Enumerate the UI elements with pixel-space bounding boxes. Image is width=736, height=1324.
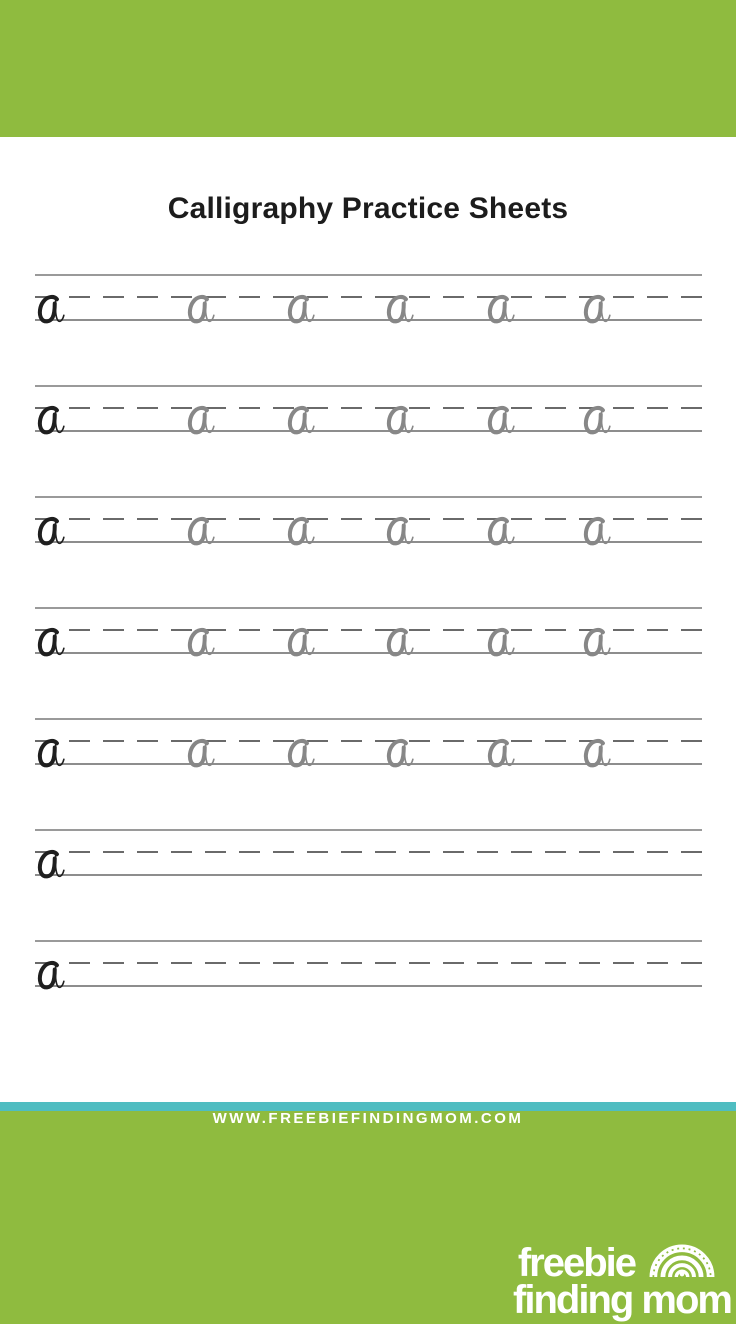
letter-a-glyph-gray — [186, 405, 216, 439]
letter-a-glyph-gray — [186, 627, 216, 661]
letter-a-glyph-gray — [385, 627, 415, 661]
letter-a-glyph-gray — [582, 627, 612, 661]
website-url-text: WWW.FREEBIEFINDINGMOM.COM — [212, 1110, 524, 1127]
letter-a-glyph-gray — [385, 294, 415, 328]
practice-row — [35, 718, 702, 765]
letter-a-glyph-gray — [286, 294, 316, 328]
letter-a-glyph-black — [36, 294, 66, 328]
row-dashed-midline — [35, 962, 702, 964]
row-top-line — [35, 607, 702, 609]
row-top-line — [35, 718, 702, 720]
freebie-finding-mom-logo — [513, 1235, 731, 1320]
letter-a-glyph-gray — [582, 738, 612, 772]
letter-a-glyph-gray — [486, 294, 516, 328]
logo-word-freebie: freebie — [517, 1241, 635, 1285]
rainbow-icon — [647, 1235, 717, 1277]
letter-a-glyph-gray — [486, 738, 516, 772]
letter-a-glyph-black — [36, 627, 66, 661]
practice-row — [35, 829, 702, 876]
letter-a-glyph-gray — [385, 405, 415, 439]
row-top-line — [35, 829, 702, 831]
letter-a-glyph-black — [36, 738, 66, 772]
row-top-line — [35, 385, 702, 387]
letter-a-glyph-gray — [486, 627, 516, 661]
practice-row — [35, 607, 702, 654]
letter-a-glyph-gray — [486, 405, 516, 439]
letter-a-glyph-gray — [186, 516, 216, 550]
letter-a-glyph-gray — [385, 516, 415, 550]
row-baseline — [35, 985, 702, 987]
website-url-clipped — [0, 1110, 736, 1127]
letter-a-glyph-gray — [582, 405, 612, 439]
letter-a-glyph-black — [36, 960, 66, 994]
letter-a-glyph-gray — [582, 516, 612, 550]
letter-a-glyph-gray — [186, 294, 216, 328]
letter-a-glyph-black — [36, 405, 66, 439]
practice-row — [35, 385, 702, 432]
letter-a-glyph-gray — [286, 405, 316, 439]
practice-row — [35, 274, 702, 321]
letter-a-glyph-gray — [286, 627, 316, 661]
letter-a-glyph-gray — [186, 738, 216, 772]
row-dashed-midline — [35, 851, 702, 853]
letter-a-glyph-black — [36, 849, 66, 883]
letter-a-glyph-gray — [486, 516, 516, 550]
row-top-line — [35, 274, 702, 276]
practice-rows — [35, 274, 702, 1051]
letter-a-glyph-black — [36, 516, 66, 550]
letter-a-glyph-gray — [286, 738, 316, 772]
letter-a-glyph-gray — [385, 738, 415, 772]
practice-row — [35, 496, 702, 543]
row-baseline — [35, 874, 702, 876]
practice-row — [35, 940, 702, 987]
row-top-line — [35, 940, 702, 942]
row-top-line — [35, 496, 702, 498]
header-band — [0, 0, 736, 137]
footer-band — [0, 1111, 736, 1324]
logo-words-finding-mom: finding mom — [513, 1278, 731, 1322]
letter-a-glyph-gray — [582, 294, 612, 328]
letter-a-glyph-gray — [286, 516, 316, 550]
page-title: Calligraphy Practice Sheets — [167, 192, 569, 226]
